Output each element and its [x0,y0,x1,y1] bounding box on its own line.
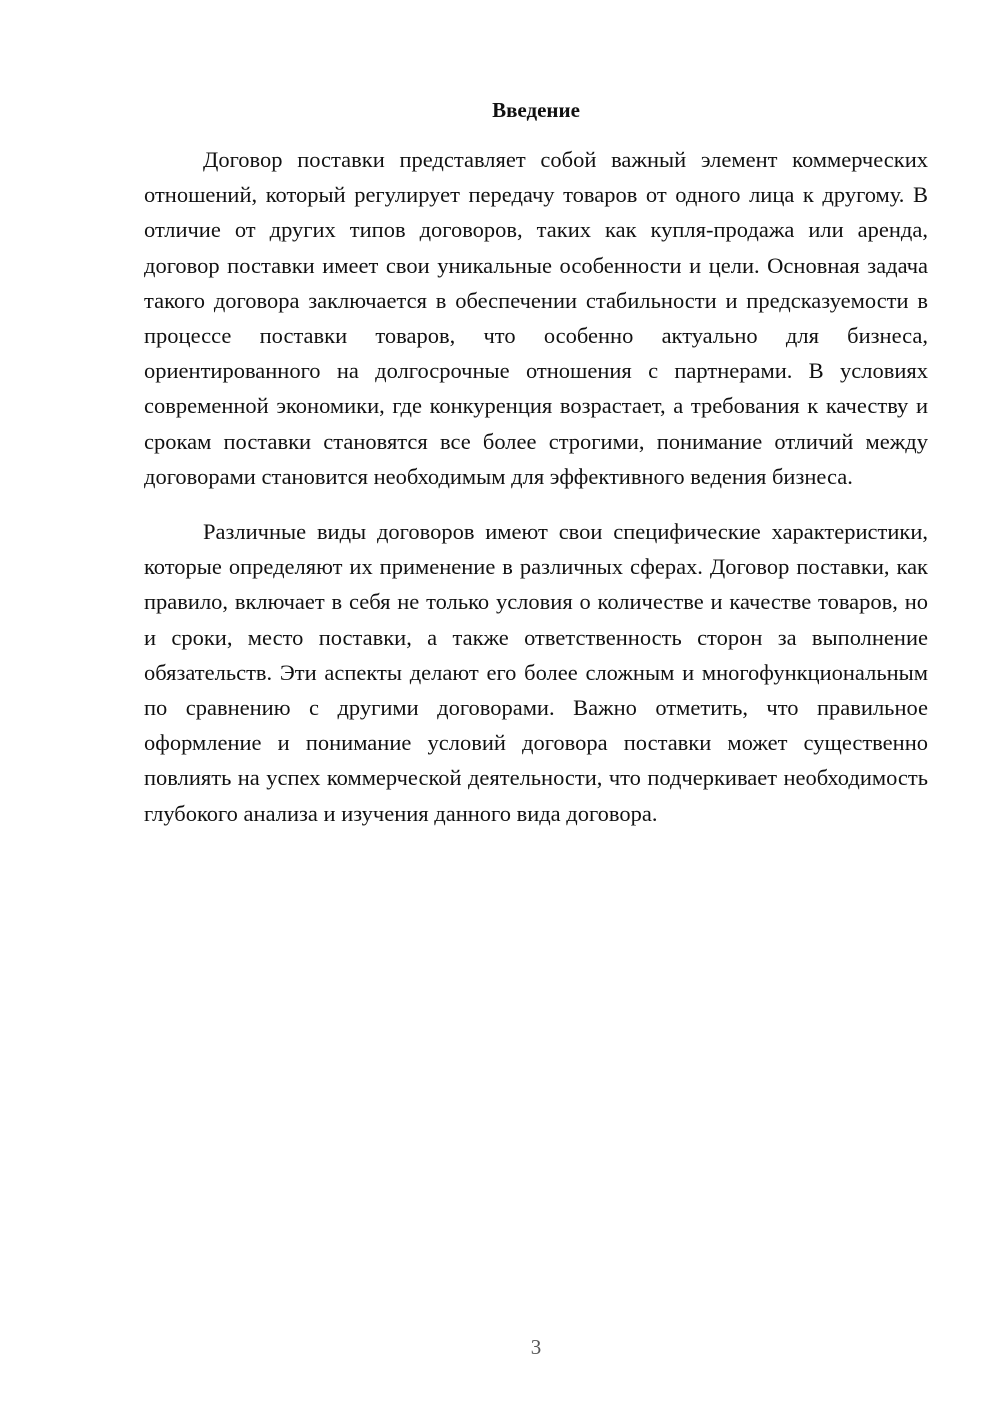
paragraph-1: Договор поставки представляет собой важный элемент коммерческих отношений, который регулирует передачу товаров от одного лица к другому. В отличие от других типов договоров, таких как купля-продажа или аренда, договор поставки имеет свои уникальные особенности и цели. Основная задача такого договора заключается в обеспечении стабильности и предсказуемости в процессе поставки товаров, что особенно актуально для бизнеса, ориентированного на долгосрочные отношения с партнерами. В условиях современной экономики, где конкуренция возрастает, а требования к качеству и срокам поставки становятся все более строгими, понимание отличий между договорами становится необходимым для эффективного ведения бизнеса. [144,147,928,489]
page-number: 3 [530,1335,542,1359]
page-content [144,95,928,831]
section-heading: Введение [492,98,580,122]
paragraph-2: Различные виды договоров имеют свои специфические характеристики, которые определяют их применение в различных сферах. Договор поставки, как правило, включает в себя не только условия о количестве и качестве товаров, но и сроки, место поставки, а также ответственность сторон за выполнение обязательств. Эти аспекты делают его более сложным и многофункциональным по сравнению с другими договорами. Важно отметить, что правильное оформление и понимание условий договора поставки может существенно повлиять на успех коммерческой деятельности, что подчеркивает необходимость глубокого анализа и изучения данного вида договора. [144,519,928,826]
